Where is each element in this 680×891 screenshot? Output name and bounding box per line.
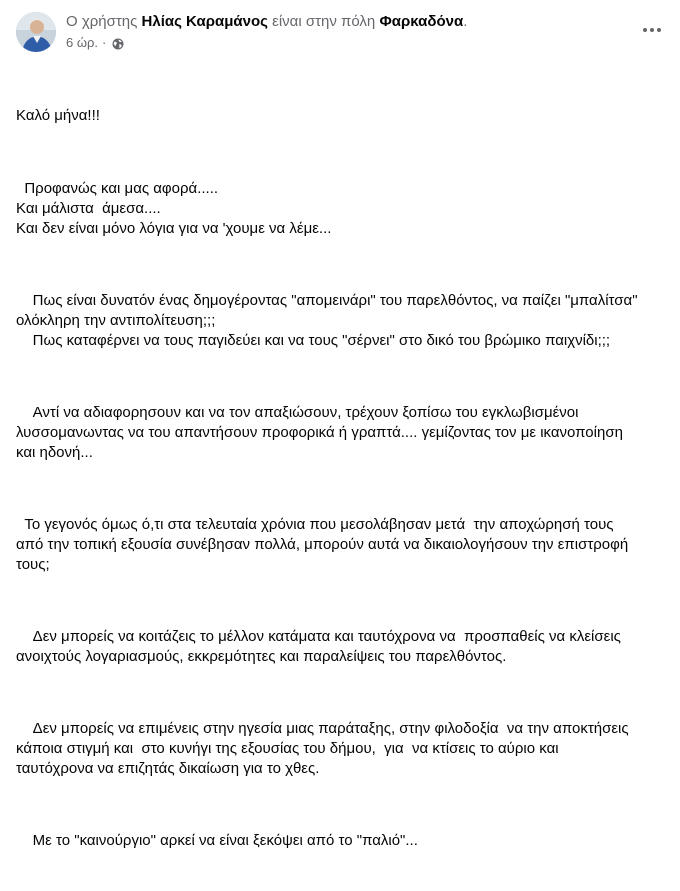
headline-prefix: Ο χρήστης	[66, 13, 138, 30]
post-subline	[66, 34, 624, 52]
post-paragraph: Με το "καινούργιο" αρκεί να είναι ξεκόψει από το "παλιό"...	[16, 832, 418, 849]
post-paragraph: Καλό μήνα!!!	[16, 107, 100, 124]
post-paragraph: Προφανώς και μας αφορά..... Και μάλιστα άμεσα.... Και δεν είναι μόνο λόγια για να 'χουμε να λέμε...	[16, 180, 332, 237]
globe-icon[interactable]	[112, 37, 124, 49]
more-dots-icon	[643, 28, 647, 32]
location-link[interactable]: Φαρκαδόνα	[379, 13, 464, 30]
post-paragraph: Αντί να αδιαφορησουν και να τον απαξιώσουν, τρέχουν ξοπίσω του εγκλωβισμένοι λυσσομανωντας να του απαντήσουν προφορικά ή γραπτά.... γεμίζοντας τον με ικανοποίηση και ηδονή...	[16, 404, 623, 461]
avatar-image	[16, 12, 56, 52]
headline-suffix: .	[463, 13, 468, 30]
more-options-button[interactable]	[634, 18, 670, 42]
post-paragraph: Δεν μπορείς να επιμένεις στην ηγεσία μιας παράταξης, στην φιλοδοξία να την αποκτήσεις κάποια στιγμή και στο κυνήγι της εξουσίας του δήμου, για να κτίσεις το αύριο και ταυτόχρονα να επιζητάς δικαίωση για το χθες.	[16, 720, 629, 777]
meta-separator: ·	[102, 35, 107, 50]
avatar[interactable]	[16, 12, 56, 52]
location-prefix: είναι στην πόλη	[272, 13, 376, 30]
post-body	[16, 66, 670, 891]
post-meta	[66, 12, 624, 52]
author-name-link[interactable]: Ηλίας Καραμάνος	[141, 13, 268, 30]
post-paragraph: Πως είναι δυνατόν ένας δημογέροντας "απομεινάρι" του παρελθόντος, να παίζει "μπαλίτσα" ολόκληρη την αντιπολίτευση;;; Πως καταφέρνει να τους παγιδεύει και να τους "σέρνει" στο δικό του βρώμικο παιχνίδι;;;	[16, 292, 638, 349]
post-paragraph: Το γεγονός όμως ό,τι στα τελευταία χρόνια που μεσολάβησαν μετά την αποχώρησή τους από την τοπική εξουσία συνέβησαν πολλά, μπορούν αυτά να δικαιολογήσουν την επιστροφή τους;	[16, 516, 629, 573]
more-dots-icon	[657, 28, 661, 32]
post-header	[16, 12, 664, 56]
more-dots-icon	[650, 28, 654, 32]
post-headline	[66, 12, 624, 32]
post-paragraph: Δεν μπορείς να κοιτάζεις το μέλλον κατάματα και ταυτόχρονα να προσπαθείς να κλείσεις ανοιχτούς λογαριασμούς, εκκρεμότητες και παραλείψεις του παρελθόντος.	[16, 628, 621, 665]
post-timestamp-link[interactable]: 6 ώρ.	[66, 35, 98, 50]
